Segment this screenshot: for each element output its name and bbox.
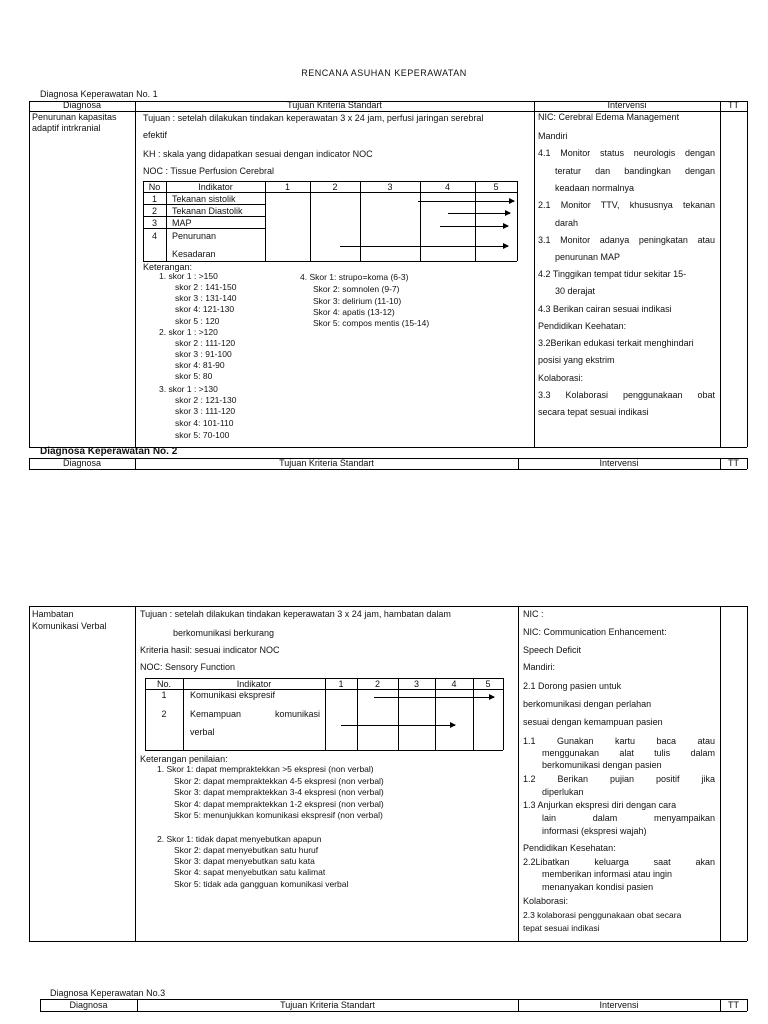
int1-42-l2: 30 derajat <box>555 286 596 296</box>
int2-22-l3: menanyakan kondisi pasien <box>542 882 654 892</box>
section1-label: Diagnosa Keperawatan No. 1 <box>40 89 158 99</box>
s2-header-tujuan: Tujuan Kriteria Standart <box>279 458 374 468</box>
t2-row2-no: 2 <box>161 709 167 719</box>
s2-header-intervensi: Intervensi <box>599 458 639 468</box>
header-tujuan: Tujuan Kriteria Standart <box>287 100 382 110</box>
k1-line3: skor 3 : 131-140 <box>175 293 237 303</box>
diagnosa1-line2: adaptif intrkranial <box>32 123 101 133</box>
t2-row1-no: 1 <box>161 690 167 700</box>
int2-nic2: Speech Deficit <box>523 645 582 655</box>
t1-head-5: 5 <box>493 182 499 192</box>
s3-header-tujuan: Tujuan Kriteria Standart <box>280 1000 375 1010</box>
t1-head-4: 4 <box>444 182 450 192</box>
t2-row2-indikator: Kemampuan komunikasi <box>190 709 320 719</box>
t1-row1-no: 1 <box>151 194 157 204</box>
s2-k1-line2: Skor 2: dapat mempraktekkan 4-5 ekspresi (non verbal) <box>174 776 384 786</box>
section2-label: Diagnosa Keperawatan No. 2 <box>40 446 178 457</box>
k4-line1: 4. Skor 1: strupo=koma (6-3) <box>300 272 409 282</box>
k2-line4: skor 4: 81-90 <box>175 360 225 370</box>
diagnosa2-line1: Hambatan <box>32 609 74 619</box>
t2-head-4: 4 <box>451 679 457 689</box>
int2-12-l2: diperlukan <box>542 787 584 797</box>
int1-32-l1: 3.2Berikan edukasi terkait menghindari <box>538 338 694 348</box>
t1-row4-indikator: Penurunan <box>172 231 217 241</box>
k1-line5: skor 5 : 120 <box>175 316 220 326</box>
int1-mandiri: Mandiri <box>538 131 568 141</box>
section3-label: Diagnosa Keperawatan No.3 <box>50 988 166 998</box>
t2-head-2: 2 <box>374 679 380 689</box>
int2-22-l1: 2.2Libatkan keluarga saat akan <box>523 857 715 867</box>
t1-row1-indikator: Tekanan sistolik <box>172 194 236 204</box>
noc1: NOC : Tissue Perfusion Cerebral <box>143 166 275 176</box>
t1-row1-arrow <box>418 201 514 202</box>
k1-line2: skor 2 : 141-150 <box>175 282 237 292</box>
k3-line5: skor 5: 70-100 <box>175 430 230 440</box>
s2-header-tt: TT <box>728 458 739 468</box>
int2-22-l2: memberikan informasi atau ingin <box>542 869 673 879</box>
k1-line4: skor 4: 121-130 <box>175 304 235 314</box>
k1-line1: 1. skor 1 : >150 <box>159 271 218 281</box>
s2-k2-line2: Skor 2: dapat menyebutkan satu huruf <box>174 845 319 855</box>
k2-line2: skor 2 : 111-120 <box>175 338 236 348</box>
int2-23-l2: tepat sesuai indikasi <box>523 923 600 933</box>
int2-13-l2: lain dalam menyampaikan <box>542 813 715 823</box>
int2-11-l1: 1.1 Gunakan kartu baca atau <box>523 736 715 746</box>
int2-nic0: NIC : <box>523 609 544 619</box>
int2-nic: NIC: Communication Enhancement: <box>523 627 667 637</box>
t2-head-1: 1 <box>338 679 344 689</box>
int1-pendidikan: Pendidikan Keehatan: <box>538 321 627 331</box>
int1-41-l2: teratur dan bandingkan dengan <box>555 166 715 176</box>
int1-42-l1: 4.2 Tinggikan tempat tidur sekitar 15- <box>538 269 687 279</box>
k2-line1: 2. skor 1 : >120 <box>159 327 218 337</box>
t2-head-no: No. <box>156 679 171 689</box>
s3-header-intervensi: Intervensi <box>599 1000 639 1010</box>
t2-head-indikator: Indikator <box>236 679 272 689</box>
int2-11-l2: menggunakan alat tulis dalam <box>542 748 715 758</box>
tujuan1-line2: efektif <box>143 130 168 140</box>
diagnosa1-line1: Penurunan kapasitas <box>32 112 117 122</box>
s2-k1-line4: Skor 4: dapat mempraktekkan 1-2 ekspresi (non verbal) <box>174 799 384 809</box>
int1-nic: NIC: Cerebral Edema Management <box>538 112 680 122</box>
int1-43: 4.3 Berikan cairan sesuai indikasi <box>538 304 672 314</box>
t1-row2-arrow <box>448 213 510 214</box>
s2-header-diagnosa: Diagnosa <box>62 458 102 468</box>
k4-line3: Skor 3: delirium (11-10) <box>313 296 402 306</box>
t1-row2-indikator: Tekanan Diastolik <box>172 206 243 216</box>
s2-k2-line4: Skor 4: sapat menyebutkan satu kalimat <box>174 867 326 877</box>
k4-line4: Skor 4: apatis (13-12) <box>313 307 395 317</box>
int2-mandiri: Mandiri: <box>523 662 556 672</box>
s3-header-diagnosa: Diagnosa <box>69 1000 108 1010</box>
int2-21-l3: sesuai dengan kemampuan pasien <box>523 717 663 727</box>
kh2: Kriteria hasil: sesuai indicator NOC <box>140 645 280 655</box>
k4-line2: Skor 2: somnolen (9-7) <box>313 284 400 294</box>
t2-row1-indikator: Komunikasi ekspresif <box>190 690 276 700</box>
int1-31-l1: 3.1 Monitor adanya peningkatan atau <box>538 235 715 245</box>
k4-line5: Skor 5: compos mentis (15-14) <box>313 318 430 328</box>
k3-line2: skor 2 : 121-130 <box>175 395 237 405</box>
t1-row3-no: 3 <box>151 218 157 228</box>
t1-head-no: No <box>148 182 161 192</box>
tujuan1-line1: Tujuan : setelah dilakukan tindakan keperawatan 3 x 24 jam, perfusi jaringan serebral <box>143 113 484 123</box>
tujuan2-line2: berkomunikasi berkurang <box>173 628 275 638</box>
header-diagnosa: Diagnosa <box>62 100 102 110</box>
diagnosa2-line2: Komunikasi Verbal <box>32 621 107 631</box>
k3-line1: 3. skor 1 : >130 <box>159 384 218 394</box>
int2-21-l1: 2.1 Dorong pasien untuk <box>523 681 622 691</box>
t2-row1-arrow <box>374 697 494 698</box>
header-tt: TT <box>728 100 739 110</box>
int2-12-l1: 1.2 Berikan pujian positif jika <box>523 774 715 784</box>
kh1: KH : skala yang didapatkan sesuai dengan indicator NOC <box>143 149 373 159</box>
s2-k2-line3: Skor 3: dapat menyebutkan satu kata <box>174 856 315 866</box>
t2-head-5: 5 <box>485 679 491 689</box>
t1-head-indikator: Indikator <box>198 182 233 192</box>
k3-line3: skor 3 : 111-120 <box>175 406 236 416</box>
int2-pendidikan: Pendidikan Kesehatan: <box>523 843 616 853</box>
int1-33-l2: secara tepat sesuai indikasi <box>538 407 649 417</box>
keterangan1-label: Keterangan: <box>143 262 193 272</box>
t1-row3-indikator: MAP <box>172 218 192 228</box>
int1-33-l1: 3.3 Kolaborasi penggunakaan obat <box>538 390 715 400</box>
t1-head-2: 2 <box>332 182 338 192</box>
s2-k2-line5: Skor 5: tidak ada gangguan komunikasi verbal <box>174 879 349 889</box>
t1-head-3: 3 <box>387 182 393 192</box>
noc2: NOC: Sensory Function <box>140 662 236 672</box>
k2-line3: skor 3 : 91-100 <box>175 349 232 359</box>
int2-13-l3: informasi (ekspresi wajah) <box>542 826 647 836</box>
s3-header-tt: TT <box>728 1000 739 1010</box>
t1-row4-arrow <box>340 246 508 247</box>
int1-21-l1: 2.1 Monitor TTV, khususnya tekanan <box>538 200 715 210</box>
t2-row2-indikator2: verbal <box>190 727 215 737</box>
int2-13-l1: 1.3 Anjurkan ekspresi diri dengan cara <box>523 800 677 810</box>
s2-k1-line5: Skor 5: menunjukkan komunikasi ekspresif (non verbal) <box>174 810 383 820</box>
t2-head-3: 3 <box>413 679 419 689</box>
t1-row3-arrow <box>440 226 508 227</box>
s2-k1-line3: Skor 3: dapat mempraktekkan 3-4 ekspresi (non verbal) <box>174 787 384 797</box>
t1-row4-indikator2: Kesadaran <box>172 249 216 259</box>
t1-head-1: 1 <box>284 182 290 192</box>
k3-line4: skor 4: 101-110 <box>175 418 234 428</box>
int1-31-l2: penurunan MAP <box>555 252 621 262</box>
s2-k1-line1: 1. Skor 1: dapat mempraktekkan >5 ekspresi (non verbal) <box>157 764 374 774</box>
int1-kolaborasi: Kolaborasi: <box>538 373 584 383</box>
int1-32-l2: posisi yang ekstrim <box>538 355 615 365</box>
int2-11-l3: berkomunikasi dengan pasien <box>542 760 662 770</box>
t2-row2-arrow <box>341 725 455 726</box>
page-title: RENCANA ASUHAN KEPERAWATAN <box>301 68 467 78</box>
t1-row4-no: 4 <box>151 231 157 241</box>
int1-41-l1: 4.1 Monitor status neurologis dengan <box>538 148 715 158</box>
int2-21-l2: berkomunikasi dengan perlahan <box>523 699 652 709</box>
header-intervensi: Intervensi <box>607 100 647 110</box>
keterangan2-label: Keterangan penilaian: <box>140 754 228 764</box>
int2-kolaborasi: Kolaborasi: <box>523 896 569 906</box>
tujuan2-line1: Tujuan : setelah dilakukan tindakan keperawatan 3 x 24 jam, hambatan dalam <box>140 609 451 619</box>
int1-41-l3: keadaan normalnya <box>555 183 635 193</box>
int1-21-l2: darah <box>555 218 579 228</box>
s2-k2-line1: 2. Skor 1: tidak dapat menyebutkan apapun <box>157 834 322 844</box>
k2-line5: skor 5: 80 <box>175 371 213 381</box>
t1-row2-no: 2 <box>151 206 157 216</box>
int2-23-l1: 2.3 kolaborasi penggunakaan obat secara <box>523 910 682 920</box>
